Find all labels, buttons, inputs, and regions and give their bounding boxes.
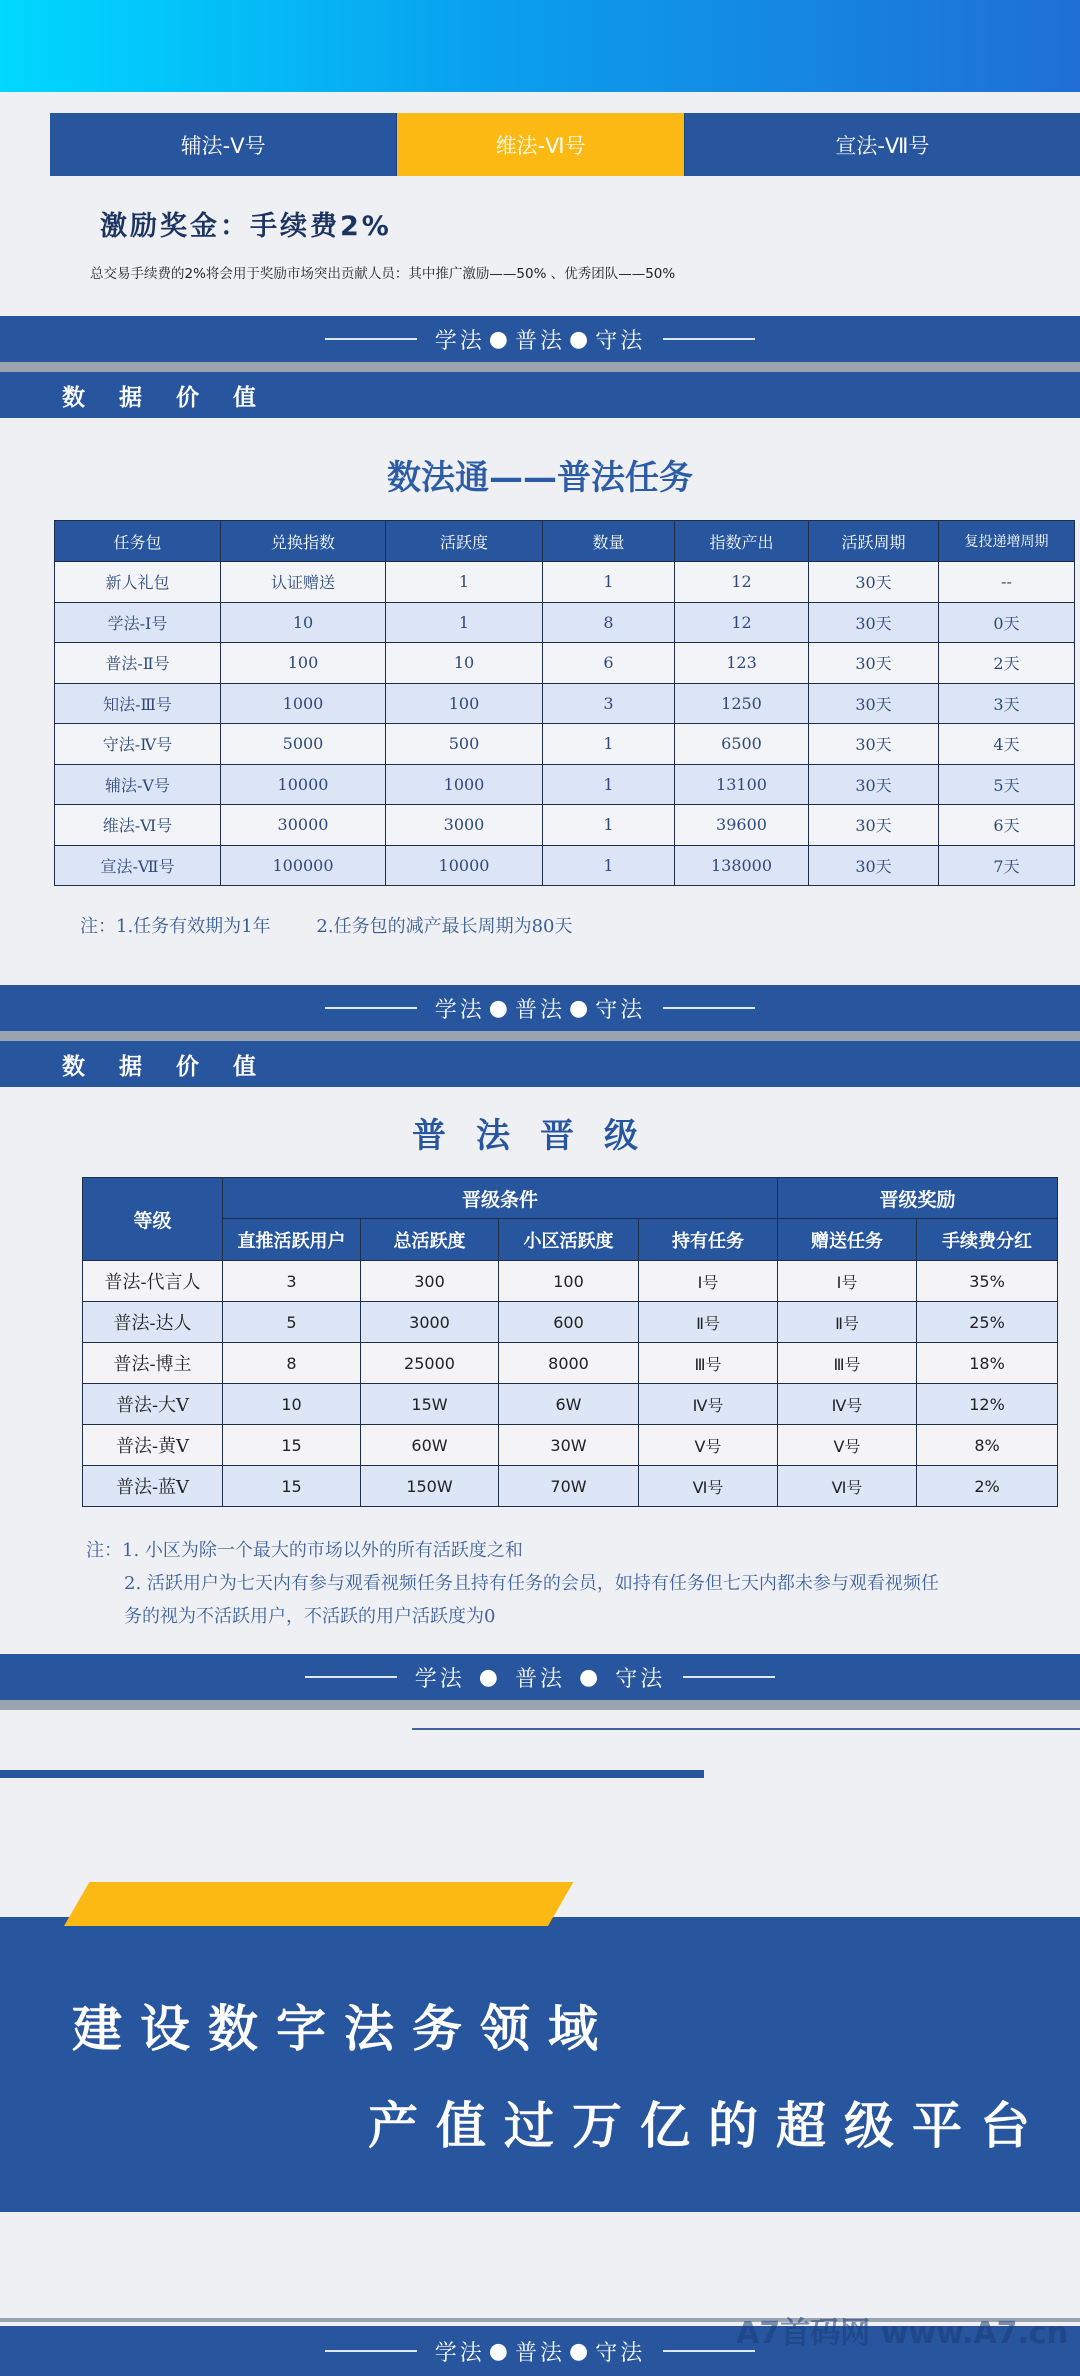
level-table [82,1177,1058,1507]
table-cell: 守法-Ⅳ号 [55,724,221,765]
motto-divider-line [663,338,755,340]
table-cell: Ⅵ号 [778,1466,917,1507]
table-cell: -- [939,562,1075,603]
table-cell: 1 [386,562,543,603]
table-cell: 新人礼包 [55,562,221,603]
level-name-cell: 普法-黄V [83,1425,223,1466]
level-name-cell: 普法-大V [83,1384,223,1425]
table-row [55,805,1075,846]
section-header-label: 数据价值 [62,384,290,411]
table-cell: 100 [386,683,543,724]
motto-dot: ● [478,1664,501,1690]
table-header-cell: 活跃度 [386,521,543,562]
table-cell: 宣法-Ⅶ号 [55,845,221,886]
table-cell: 60W [361,1425,499,1466]
motto-word: 学法 [434,2340,485,2366]
table-cell: Ⅵ号 [639,1466,778,1507]
gray-divider [0,1031,1080,1041]
tab-fufa-5[interactable]: 辅法-Ⅴ号 [50,113,396,176]
table-cell: 600 [499,1302,639,1343]
table-row [55,683,1075,724]
table-header-cell: 数量 [543,521,675,562]
motto-word: 守法 [595,2340,646,2366]
table-cell: 6500 [675,724,809,765]
table-cell: 30天 [809,845,939,886]
table-cell: 3天 [939,683,1075,724]
table-header-cell: 活跃周期 [809,521,939,562]
bonus-title: 激励奖金：手续费2% [100,211,392,242]
table-cell: Ⅴ号 [778,1425,917,1466]
table-cell: 6W [499,1384,639,1425]
table-cell: 30天 [809,764,939,805]
table-row [55,643,1075,684]
level-subheader-cell: 持有任务 [639,1219,778,1261]
table-cell: 150W [361,1466,499,1507]
gray-divider [0,362,1080,372]
table-cell: Ⅰ号 [639,1261,778,1302]
table-row [55,602,1075,643]
table-row [83,1466,1058,1507]
tab-xuanfa-7[interactable]: 宣法-Ⅶ号 [684,113,1080,176]
motto-dot: ● [488,2338,511,2364]
table-row [83,1425,1058,1466]
motto-divider-line [325,338,417,340]
motto-word: 普法 [514,2340,565,2366]
level-subheader-cell: 总活跃度 [361,1219,499,1261]
table-cell: Ⅳ号 [639,1384,778,1425]
table-cell: 30天 [809,562,939,603]
table-cell: 6天 [939,805,1075,846]
table-cell: 1 [543,805,675,846]
table-cell: 100 [221,643,386,684]
slogan-band [0,1917,1080,2212]
table-cell: 普法-Ⅱ号 [55,643,221,684]
level-subheader-cell: 小区活跃度 [499,1219,639,1261]
motto-dot: ● [579,1664,602,1690]
level-note-line: 务的视为不活跃用户，不活跃的用户活跃度为0 [124,1606,496,1627]
level-note-line: 注：1. 小区为除一个最大的市场以外的所有活跃度之和 [86,1540,523,1561]
motto-dot: ● [569,2338,592,2364]
table-cell: Ⅰ号 [778,1261,917,1302]
table-row [55,724,1075,765]
table-cell: 3 [223,1261,361,1302]
motto-word: 普法 [514,1666,565,1692]
task-note: 注：1.任务有效期为1年 2.任务包的减产最长周期为80天 [80,916,573,937]
table-cell: Ⅲ号 [778,1343,917,1384]
motto-divider-line [325,2350,417,2352]
table-cell: 15 [223,1425,361,1466]
motto-divider-line [305,1676,397,1678]
table-cell: 8% [917,1425,1058,1466]
task-section-title: 数法通——普法任务 [387,458,693,498]
table-row [83,1343,1058,1384]
table-cell: 8000 [499,1343,639,1384]
rewards-group-header: 晋级奖励 [778,1178,1058,1219]
table-cell: 1 [543,845,675,886]
table-cell: 10 [223,1384,361,1425]
motto-dot: ● [569,326,592,352]
level-name-cell: 普法-博主 [83,1343,223,1384]
motto-word: 学法 [434,328,485,354]
level-name-cell: 普法-代言人 [83,1261,223,1302]
table-cell: 5天 [939,764,1075,805]
table-cell: 1000 [221,683,386,724]
table-cell: 3000 [386,805,543,846]
table-cell: 39600 [675,805,809,846]
table-cell: 1250 [675,683,809,724]
table-cell: 8 [543,602,675,643]
table-cell: 1 [543,764,675,805]
level-header-cell: 等级 [83,1178,223,1261]
motto-divider-line [683,1676,775,1678]
table-cell: 辅法-Ⅴ号 [55,764,221,805]
table-cell: 学法-Ⅰ号 [55,602,221,643]
table-cell: Ⅴ号 [639,1425,778,1466]
table-cell: 30天 [809,643,939,684]
table-cell: 1000 [386,764,543,805]
table-cell: Ⅱ号 [778,1302,917,1343]
table-cell: 35% [917,1261,1058,1302]
table-cell: Ⅱ号 [639,1302,778,1343]
level-name-cell: 普法-达人 [83,1302,223,1343]
table-cell: 3000 [361,1302,499,1343]
level-subheader-cell: 直推活跃用户 [223,1219,361,1261]
table-header-cell: 任务包 [55,521,221,562]
table-cell: 300 [361,1261,499,1302]
table-row [55,845,1075,886]
motto-word: 守法 [595,997,646,1023]
table-row [83,1302,1058,1343]
motto-word: 守法 [595,328,646,354]
table-cell: 25000 [361,1343,499,1384]
table-cell: 100000 [221,845,386,886]
table-cell: 5000 [221,724,386,765]
table-cell: 3 [543,683,675,724]
table-cell: 1 [386,602,543,643]
level-note-line: 2. 活跃用户为七天内有参与观看视频任务且持有任务的会员，如持有任务但七天内都未参与观看视频任 [124,1573,939,1594]
table-cell: 13100 [675,764,809,805]
level-section-title: 普法晋级 [412,1116,668,1156]
table-row [55,764,1075,805]
table-cell: 1 [543,562,675,603]
motto-band [0,316,1080,362]
table-row [83,1384,1058,1425]
level-note [86,1534,1046,1633]
slogan-line-2: 产值过万亿的超级平台 [368,2097,1048,2155]
motto-word: 学法 [414,1666,465,1692]
table-cell: 10000 [221,764,386,805]
table-cell: 138000 [675,845,809,886]
table-cell: 70W [499,1466,639,1507]
table-header-cell: 指数产出 [675,521,809,562]
table-cell: 2% [917,1466,1058,1507]
table-cell: 12 [675,602,809,643]
decorative-thin-line [412,1728,1080,1730]
table-row [55,562,1075,603]
level-name-cell: 普法-蓝V [83,1466,223,1507]
motto-word: 守法 [615,1666,666,1692]
motto-dot: ● [488,326,511,352]
table-cell: 100 [499,1261,639,1302]
motto-word: 学法 [434,997,485,1023]
tab-weifa-6[interactable]: 维法-Ⅵ号 [396,113,683,176]
table-cell: 12 [675,562,809,603]
table-cell: 30天 [809,602,939,643]
task-table [54,520,1075,886]
table-cell: 7天 [939,845,1075,886]
level-subheader-cell: 手续费分红 [917,1219,1058,1261]
table-cell: 500 [386,724,543,765]
motto-divider-line [663,1007,755,1009]
table-header-row [55,521,1075,562]
table-cell: 0天 [939,602,1075,643]
table-cell: 1 [543,724,675,765]
watermark: A7首码网 www.A7.cn [736,2316,1068,2351]
table-cell: 8 [223,1343,361,1384]
motto-band [0,985,1080,1031]
table-cell: 10 [221,602,386,643]
gray-divider [0,1700,1080,1710]
table-cell: Ⅲ号 [639,1343,778,1384]
table-cell: 10000 [386,845,543,886]
decorative-thick-line [0,1770,704,1778]
table-cell: Ⅳ号 [778,1384,917,1425]
table-cell: 30天 [809,683,939,724]
table-row [83,1261,1058,1302]
slogan-line-1: 建设数字法务领域 [72,2000,616,2058]
table-cell: 认证赠送 [221,562,386,603]
table-cell: 2天 [939,643,1075,684]
section-header-label: 数据价值 [62,1053,290,1080]
yellow-accent-stripe [64,1882,573,1926]
motto-divider-line [325,1007,417,1009]
table-cell: 25% [917,1302,1058,1343]
table-cell: 15W [361,1384,499,1425]
product-tab-row [50,113,1080,176]
table-cell: 30W [499,1425,639,1466]
table-cell: 15 [223,1466,361,1507]
bonus-description: 总交易手续费的2%将会用于奖励市场突出贡献人员：其中推广激励——50% 、优秀团队——50% [90,266,676,282]
motto-word: 普法 [514,328,565,354]
table-cell: 30天 [809,724,939,765]
table-header-cell: 兑换指数 [221,521,386,562]
conditions-group-header: 晋级条件 [223,1178,778,1219]
section-header [0,1041,1080,1087]
top-gradient-banner [0,0,1080,92]
table-cell: 123 [675,643,809,684]
section-header [0,372,1080,418]
table-cell: 10 [386,643,543,684]
motto-dot: ● [488,995,511,1021]
table-cell: 知法-Ⅲ号 [55,683,221,724]
motto-word: 普法 [514,997,565,1023]
table-cell: 18% [917,1343,1058,1384]
table-cell: 5 [223,1302,361,1343]
table-cell: 30天 [809,805,939,846]
table-cell: 4天 [939,724,1075,765]
table-header-cell: 复投递增周期 [939,521,1075,562]
table-cell: 6 [543,643,675,684]
motto-dot: ● [569,995,592,1021]
motto-band [0,1654,1080,1700]
level-subheader-cell: 赠送任务 [778,1219,917,1261]
table-cell: 维法-Ⅵ号 [55,805,221,846]
table-cell: 30000 [221,805,386,846]
table-cell: 12% [917,1384,1058,1425]
